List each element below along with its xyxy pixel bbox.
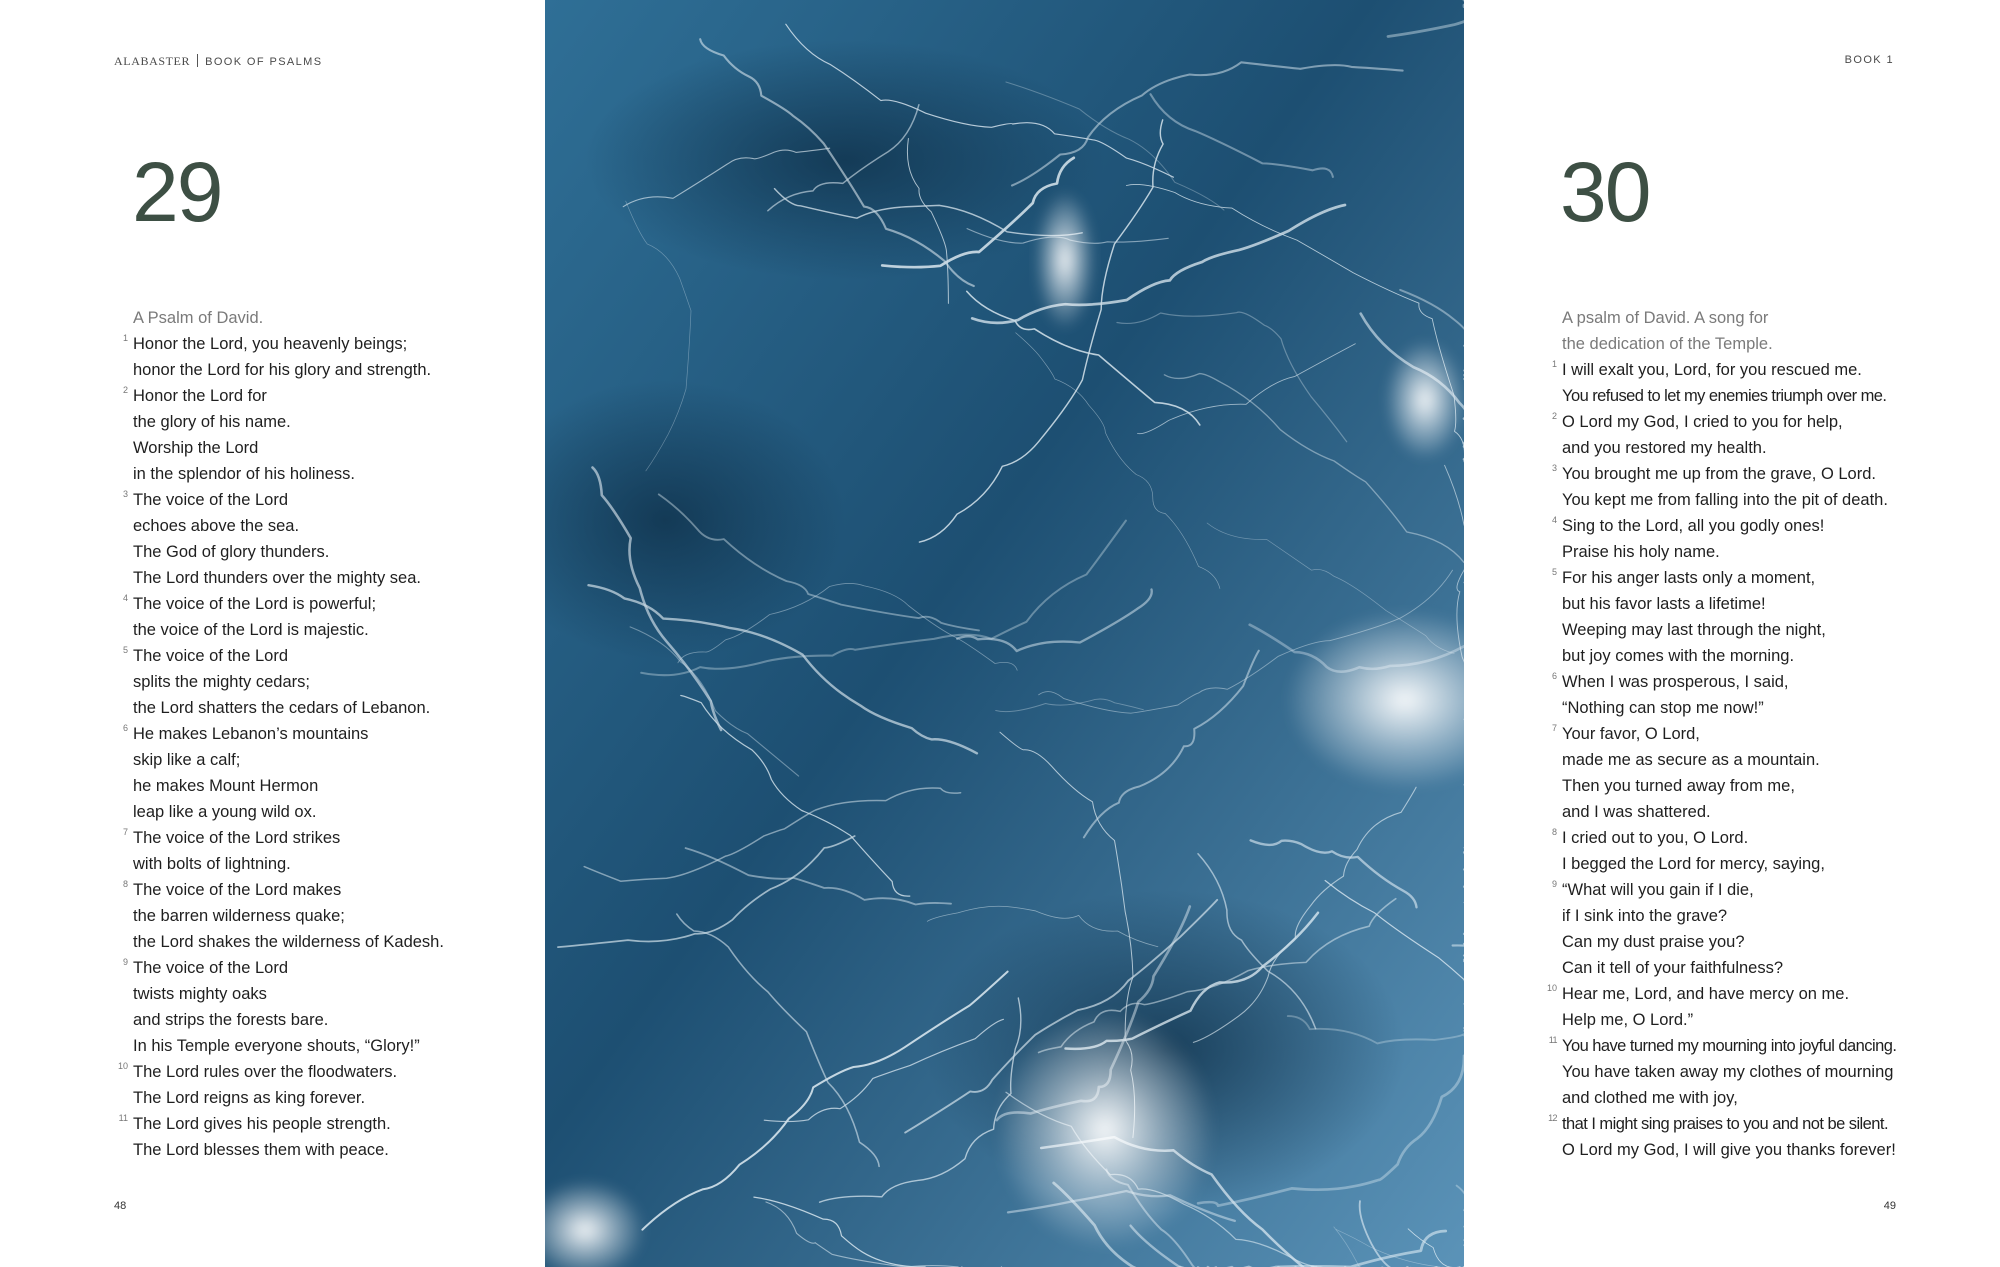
verse-line [122, 825, 533, 851]
verse-line [122, 591, 533, 617]
verse-text: and you restored my health. [1562, 439, 1767, 457]
verse-number: 9 [1551, 879, 1557, 889]
verse-text: The voice of the Lord is powerful; [133, 595, 377, 613]
verse-line [133, 981, 533, 1007]
page-number-right: 49 [1883, 1200, 1896, 1212]
verse-text: Honor the Lord, you heavenly beings; [133, 335, 408, 353]
verse-number: 4 [1551, 515, 1557, 525]
verse-text: the Lord shatters the cedars of Lebanon. [133, 699, 431, 717]
psalm-number-left: 29 [132, 145, 222, 239]
verse-line [1551, 513, 1982, 539]
verse-line [1551, 565, 1982, 591]
verse-line [1562, 617, 1982, 643]
verse-line [122, 643, 533, 669]
verse-line [1562, 747, 1982, 773]
verse-text: O Lord my God, I will give you thanks forever! [1562, 1141, 1896, 1159]
verse-line [133, 513, 533, 539]
verse-text: Your favor, O Lord, [1562, 725, 1700, 743]
verse-text: You have turned my mourning into joyful dancing. [1562, 1037, 1897, 1055]
verse-text: Can it tell of your faithfulness? [1562, 959, 1784, 977]
verse-text: When I was prosperous, I said, [1562, 673, 1789, 691]
verse-text: the dedication of the Temple. [1562, 335, 1773, 353]
verse-line [1562, 903, 1982, 929]
verse-line [1551, 409, 1982, 435]
verse-number: 5 [1551, 567, 1557, 577]
verse-text: You kept me from falling into the pit of death. [1562, 491, 1888, 509]
verse-line [1551, 877, 1982, 903]
verse-text: he makes Mount Hermon [133, 777, 319, 795]
verse-text: the voice of the Lord is majestic. [133, 621, 369, 639]
verse-number: 10 [1546, 983, 1557, 993]
verse-text: “What will you gain if I die, [1562, 881, 1754, 899]
verse-text: The Lord thunders over the mighty sea. [133, 569, 421, 587]
verse-text: and strips the forests bare. [133, 1011, 329, 1029]
verse-line [133, 617, 533, 643]
verse-number: 8 [1551, 827, 1557, 837]
verse-line [133, 565, 533, 591]
verse-number: 1 [1551, 359, 1557, 369]
psalm-text-right [1546, 305, 1982, 1163]
verse-number: 3 [1551, 463, 1557, 473]
verse-text: A psalm of David. A song for [1562, 309, 1769, 327]
verse-line [1548, 1111, 1982, 1137]
verse-line [1562, 955, 1982, 981]
verse-number: 8 [122, 879, 128, 889]
verse-text: but his favor lasts a lifetime! [1562, 595, 1766, 613]
verse-text: but joy comes with the morning. [1562, 647, 1795, 665]
superscription-line [133, 305, 533, 331]
verse-line [1562, 695, 1982, 721]
verse-line [122, 721, 533, 747]
verse-line [133, 435, 533, 461]
verse-line [1546, 981, 1982, 1007]
verse-line [133, 929, 533, 955]
verse-line [133, 669, 533, 695]
verse-number: 7 [122, 827, 128, 837]
verse-text: Then you turned away from me, [1562, 777, 1795, 795]
verse-line [133, 409, 533, 435]
verse-number: 2 [122, 385, 128, 395]
verse-text: Worship the Lord [133, 439, 259, 457]
psalm-text-left [117, 305, 533, 1163]
verse-text: The voice of the Lord [133, 647, 289, 665]
verse-line [122, 383, 533, 409]
verse-line [133, 799, 533, 825]
verse-text: For his anger lasts only a moment, [1562, 569, 1816, 587]
verse-text: Hear me, Lord, and have mercy on me. [1562, 985, 1850, 1003]
verse-text: twists mighty oaks [133, 985, 267, 1003]
verse-text: The Lord reigns as king forever. [133, 1089, 366, 1107]
verse-line [1562, 1007, 1982, 1033]
verse-line [1551, 721, 1982, 747]
verse-number: 1 [122, 333, 128, 343]
running-head-right: BOOK 1 [1844, 54, 1894, 66]
verse-text: Honor the Lord for [133, 387, 267, 405]
verse-text: Sing to the Lord, all you godly ones! [1562, 517, 1825, 535]
verse-text: Weeping may last through the night, [1562, 621, 1826, 639]
verse-text: with bolts of lightning. [133, 855, 291, 873]
verse-line [133, 461, 533, 487]
verse-number: 5 [122, 645, 128, 655]
verse-line [133, 747, 533, 773]
right-page [1464, 0, 2000, 1267]
verse-line [133, 773, 533, 799]
running-head-divider [197, 54, 198, 67]
verse-text: The voice of the Lord strikes [133, 829, 341, 847]
verse-number: 4 [122, 593, 128, 603]
verse-number: 3 [122, 489, 128, 499]
verse-text: made me as secure as a mountain. [1562, 751, 1820, 769]
verse-line [133, 903, 533, 929]
verse-number: 9 [122, 957, 128, 967]
verse-text: The God of glory thunders. [133, 543, 330, 561]
verse-text: and I was shattered. [1562, 803, 1711, 821]
verse-text: He makes Lebanon’s mountains [133, 725, 369, 743]
verse-text: In his Temple everyone shouts, “Glory!” [133, 1037, 420, 1055]
verse-text: You refused to let my enemies triumph over me. [1562, 387, 1887, 405]
verse-text: The Lord blesses them with peace. [133, 1141, 389, 1159]
verse-line [1562, 435, 1982, 461]
verse-number: 11 [1548, 1035, 1557, 1045]
superscription-line [1562, 305, 1982, 331]
superscription-line [1562, 331, 1982, 357]
verse-text: I begged the Lord for mercy, saying, [1562, 855, 1825, 873]
verse-text: You have taken away my clothes of mourning [1562, 1063, 1894, 1081]
verse-line [1562, 539, 1982, 565]
verse-text: if I sink into the grave? [1562, 907, 1728, 925]
verse-text: “Nothing can stop me now!” [1562, 699, 1764, 717]
verse-text: You brought me up from the grave, O Lord. [1562, 465, 1876, 483]
ocean-photo-icon [545, 0, 1464, 1267]
verse-text: The voice of the Lord makes [133, 881, 342, 899]
verse-line [1551, 461, 1982, 487]
verse-line [1548, 1033, 1982, 1059]
verse-text: The voice of the Lord [133, 491, 289, 509]
verse-line [1562, 929, 1982, 955]
verse-line [1562, 1085, 1982, 1111]
verse-text: the glory of his name. [133, 413, 291, 431]
verse-text: leap like a young wild ox. [133, 803, 317, 821]
verse-line [1562, 643, 1982, 669]
verse-line [122, 487, 533, 513]
page-number-left: 48 [114, 1200, 127, 1212]
verse-text: splits the mighty cedars; [133, 673, 310, 691]
verse-line [1551, 825, 1982, 851]
brand-name: ALABASTER [114, 54, 191, 68]
verse-number: 12 [1548, 1113, 1557, 1123]
verse-line [133, 1007, 533, 1033]
verse-line [133, 1085, 533, 1111]
verse-line [1562, 487, 1982, 513]
running-head-left [114, 54, 322, 69]
verse-line [133, 1137, 533, 1163]
verse-line [1562, 773, 1982, 799]
verse-line [1562, 591, 1982, 617]
verse-text: The Lord gives his people strength. [133, 1115, 391, 1133]
verse-text: The Lord rules over the floodwaters. [133, 1063, 398, 1081]
verse-text: I cried out to you, O Lord. [1562, 829, 1749, 847]
verse-text: I will exalt you, Lord, for you rescued me. [1562, 361, 1862, 379]
verse-line [1562, 799, 1982, 825]
verse-number: 6 [122, 723, 128, 733]
verse-text: skip like a calf; [133, 751, 241, 769]
verse-number: 7 [1551, 723, 1557, 733]
verse-text: Praise his holy name. [1562, 543, 1720, 561]
verse-text: Can my dust praise you? [1562, 933, 1745, 951]
verse-text: O Lord my God, I cried to you for help, [1562, 413, 1843, 431]
verse-line [122, 331, 533, 357]
verse-text: the Lord shakes the wilderness of Kadesh. [133, 933, 444, 951]
verse-line [117, 1059, 533, 1085]
verse-line [133, 357, 533, 383]
verse-text: A Psalm of David. [133, 309, 264, 327]
verse-line [133, 539, 533, 565]
left-page [0, 0, 545, 1267]
verse-number: 2 [1551, 411, 1557, 421]
verse-text: the barren wilderness quake; [133, 907, 345, 925]
verse-line [122, 955, 533, 981]
verse-line [122, 877, 533, 903]
verse-number: 10 [117, 1061, 128, 1071]
verse-line [1551, 669, 1982, 695]
verse-text: that I might sing praises to you and not be silent. [1562, 1115, 1888, 1133]
verse-number: 6 [1551, 671, 1557, 681]
verse-line [133, 851, 533, 877]
verse-line [1562, 383, 1982, 409]
verse-line [118, 1111, 533, 1137]
psalm-number-right: 30 [1560, 145, 1650, 239]
verse-number: 11 [118, 1113, 128, 1123]
ocean-photo [545, 0, 1464, 1267]
verse-text: honor the Lord for his glory and strength. [133, 361, 432, 379]
verse-line [1562, 851, 1982, 877]
verse-text: Help me, O Lord.” [1562, 1011, 1694, 1029]
verse-line [1551, 357, 1982, 383]
verse-text: The voice of the Lord [133, 959, 289, 977]
verse-line [1562, 1059, 1982, 1085]
book-title: BOOK OF PSALMS [205, 56, 323, 68]
verse-line [1562, 1137, 1982, 1163]
verse-text: in the splendor of his holiness. [133, 465, 355, 483]
verse-text: and clothed me with joy, [1562, 1089, 1738, 1107]
verse-line [133, 1033, 533, 1059]
verse-text: echoes above the sea. [133, 517, 300, 535]
verse-line [133, 695, 533, 721]
